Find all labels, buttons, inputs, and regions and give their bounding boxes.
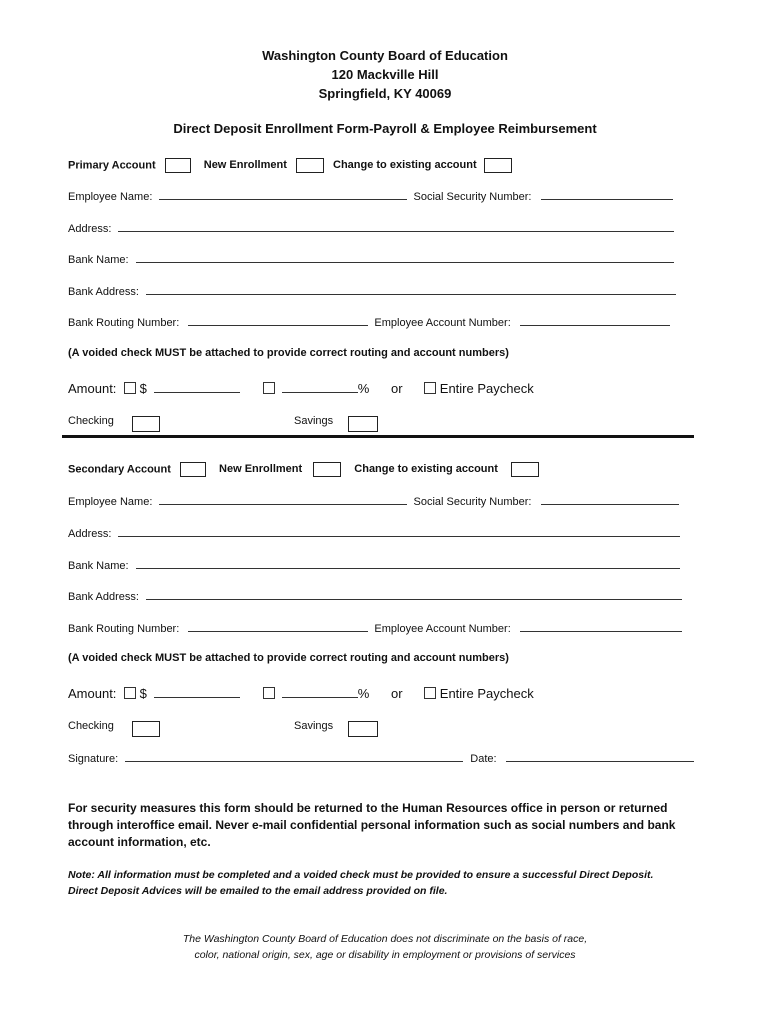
primary-employee-name-label: Employee Name: (68, 191, 153, 203)
footer-line-2: color, national origin, sex, age or disability in employment or provisions of services (194, 949, 576, 961)
primary-routing-label: Bank Routing Number: (68, 317, 180, 329)
secondary-new-enrollment-label: New Enrollment (219, 463, 303, 476)
secondary-ssn-label: Social Security Number: (413, 496, 532, 508)
secondary-type-row (68, 462, 539, 477)
primary-account-number-label: Employee Account Number: (374, 317, 511, 329)
section-divider (62, 435, 694, 438)
primary-percent-sign: % (357, 381, 370, 396)
primary-account-checkbox[interactable] (165, 158, 191, 173)
secondary-dollar-field[interactable] (154, 687, 240, 698)
secondary-address-row (68, 526, 680, 540)
secondary-percent-checkbox[interactable] (263, 687, 275, 699)
secondary-bank-name-row (68, 558, 680, 572)
primary-dollar-checkbox[interactable] (124, 382, 136, 394)
secondary-account-label: Secondary Account (68, 463, 171, 476)
primary-entire-paycheck-checkbox[interactable] (424, 382, 436, 394)
primary-address-label: Address: (68, 223, 112, 235)
org-street: 120 Mackville Hill (331, 67, 439, 82)
primary-percent-checkbox[interactable] (263, 382, 275, 394)
secondary-bank-name-label: Bank Name: (68, 560, 129, 572)
primary-bank-name-field[interactable] (136, 252, 674, 263)
primary-bank-address-row (68, 284, 676, 298)
date-label: Date: (470, 753, 497, 765)
primary-address-row (68, 221, 674, 235)
primary-bank-name-label: Bank Name: (68, 254, 129, 266)
primary-change-existing-label: Change to existing account (333, 159, 477, 172)
secondary-account-number-field[interactable] (520, 621, 682, 632)
primary-savings-checkbox[interactable] (348, 416, 378, 432)
primary-address-field[interactable] (118, 221, 674, 232)
primary-change-existing-checkbox[interactable] (484, 158, 512, 173)
signature-field[interactable] (125, 751, 463, 762)
primary-routing-field[interactable] (188, 315, 368, 326)
primary-amount-label: Amount: (68, 381, 117, 396)
secondary-account-checkbox[interactable] (180, 462, 206, 477)
secondary-address-label: Address: (68, 528, 112, 540)
primary-bank-address-label: Bank Address: (68, 286, 139, 298)
secondary-entire-paycheck-label: Entire Paycheck (439, 686, 534, 701)
primary-account-number-field[interactable] (520, 315, 670, 326)
secondary-address-field[interactable] (118, 526, 680, 537)
secondary-savings-checkbox[interactable] (348, 721, 378, 737)
primary-bank-name-row (68, 252, 674, 266)
primary-employee-name-field[interactable] (159, 189, 407, 200)
signature-row (68, 751, 694, 765)
secondary-routing-row (68, 621, 682, 635)
primary-savings-label: Savings (294, 415, 334, 427)
primary-account-label: Primary Account (68, 159, 156, 172)
note-line-1: Note: All information must be completed and a voided check must be provided to ensure a successful Direct Deposit. (68, 869, 654, 881)
secondary-checking-checkbox[interactable] (132, 721, 160, 737)
secondary-change-existing-label: Change to existing account (354, 463, 498, 476)
secondary-name-row (68, 494, 679, 508)
primary-entire-paycheck-label: Entire Paycheck (439, 381, 534, 396)
primary-new-enrollment-checkbox[interactable] (296, 158, 324, 173)
primary-or-label: or (390, 381, 403, 396)
secondary-routing-field[interactable] (188, 621, 368, 632)
primary-voided-note: (A voided check MUST be attached to provide correct routing and account numbers) (68, 347, 509, 359)
secondary-amount-row (68, 686, 534, 701)
primary-ssn-field[interactable] (541, 189, 673, 200)
security-notice: For security measures this form should be returned to the Human Resources office in person or returned through interoffice email. Never e-mail confidential personal information such as social numbers and bank account information, etc. (68, 801, 676, 849)
primary-percent-field[interactable] (282, 382, 358, 393)
primary-ssn-label: Social Security Number: (413, 191, 532, 203)
secondary-savings-label: Savings (294, 720, 334, 732)
primary-checking-label: Checking (68, 415, 114, 427)
org-city: Springfield, KY 40069 (318, 86, 452, 101)
secondary-or-label: or (390, 686, 403, 701)
primary-name-row (68, 189, 673, 203)
secondary-change-existing-checkbox[interactable] (511, 462, 539, 477)
primary-dollar-field[interactable] (154, 382, 240, 393)
secondary-new-enrollment-checkbox[interactable] (313, 462, 341, 477)
secondary-amount-label: Amount: (68, 686, 117, 701)
secondary-ssn-field[interactable] (541, 494, 679, 505)
primary-amount-row (68, 381, 534, 396)
footer-line-1: The Washington County Board of Education does not discriminate on the basis of race, (182, 933, 588, 945)
secondary-employee-name-label: Employee Name: (68, 496, 153, 508)
primary-routing-row (68, 315, 670, 329)
secondary-account-number-label: Employee Account Number: (374, 623, 511, 635)
primary-new-enrollment-label: New Enrollment (203, 159, 287, 172)
secondary-dollar-sign: $ (139, 686, 147, 701)
secondary-routing-label: Bank Routing Number: (68, 623, 180, 635)
secondary-bank-address-field[interactable] (146, 589, 682, 600)
primary-dollar-sign: $ (139, 381, 147, 396)
org-name: Washington County Board of Education (262, 48, 508, 63)
secondary-percent-field[interactable] (282, 687, 358, 698)
secondary-percent-sign: % (357, 686, 370, 701)
secondary-entire-paycheck-checkbox[interactable] (424, 687, 436, 699)
form-title: Direct Deposit Enrollment Form-Payroll & Employee Reimbursement (173, 121, 597, 136)
secondary-voided-note: (A voided check MUST be attached to provide correct routing and account numbers) (68, 652, 509, 664)
primary-type-row (68, 158, 512, 173)
secondary-employee-name-field[interactable] (159, 494, 407, 505)
signature-label: Signature: (68, 753, 119, 765)
primary-checking-checkbox[interactable] (132, 416, 160, 432)
secondary-bank-name-field[interactable] (136, 558, 680, 569)
secondary-checking-label: Checking (68, 720, 114, 732)
date-field[interactable] (506, 751, 694, 762)
secondary-bank-address-row (68, 589, 682, 603)
secondary-dollar-checkbox[interactable] (124, 687, 136, 699)
primary-bank-address-field[interactable] (146, 284, 676, 295)
note-line-2: Direct Deposit Advices will be emailed to the email address provided on file. (68, 885, 448, 897)
secondary-bank-address-label: Bank Address: (68, 591, 139, 603)
